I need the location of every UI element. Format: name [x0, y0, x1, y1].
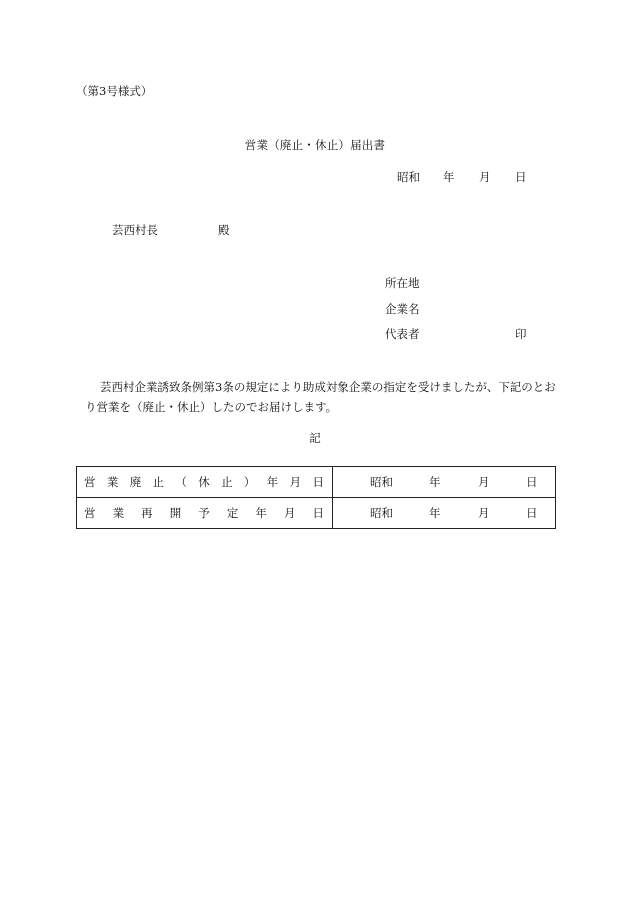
row-label [77, 498, 333, 529]
table-row [77, 467, 556, 498]
label-char: 営 [84, 506, 96, 520]
applicant-company-label: 企業名 [385, 302, 420, 316]
applicant-address-label: 所在地 [385, 276, 420, 290]
label-char: 月 [289, 475, 302, 489]
applicant-representative-label: 代表者 [385, 327, 420, 341]
date-day: 日 [526, 475, 538, 489]
addressee-honorific: 殿 [218, 223, 230, 237]
addressee [112, 223, 230, 237]
label-char: ） [243, 475, 256, 489]
label-char: 廃 [129, 475, 142, 489]
label-char: 日 [312, 506, 324, 520]
label-char: 止 [221, 475, 233, 489]
label-char: 業 [106, 475, 119, 489]
label-char: 予 [198, 506, 210, 520]
date-era: 昭和 [397, 170, 420, 184]
row-date-value [333, 498, 556, 529]
row-label [77, 467, 333, 498]
date-month: 月 [478, 475, 490, 489]
label-char: 定 [226, 506, 239, 520]
date-year: 年 [443, 170, 455, 184]
date-day: 日 [526, 506, 538, 520]
table-row [77, 498, 556, 529]
row-date-value [333, 467, 556, 498]
seal-mark: 印 [515, 327, 527, 341]
date-year: 年 [429, 506, 441, 520]
record-table [76, 466, 556, 529]
date-month: 月 [479, 170, 491, 184]
date-era: 昭和 [370, 506, 393, 520]
label-char: 営 [84, 475, 96, 489]
date-year: 年 [429, 475, 441, 489]
submission-date [397, 170, 527, 184]
form-number: （第3号様式） [76, 84, 153, 98]
date-month: 月 [478, 506, 490, 520]
ki-heading: 記 [309, 431, 321, 445]
label-char: 休 [198, 475, 210, 489]
label-char: 止 [152, 475, 165, 489]
label-char: 年 [255, 506, 267, 520]
label-char: 開 [169, 506, 182, 520]
body-text: 芸西村企業誘致条例第3条の規定により助成対象企業の指定を受けましたが、下記のとおり営業を（廃止・休止）したのでお届けします。 [85, 380, 556, 414]
date-day: 日 [515, 170, 527, 184]
body-paragraph [85, 377, 565, 417]
label-char: （ [175, 475, 187, 489]
document-title: 営業（廃止・休止）届出書 [244, 138, 386, 152]
addressee-name: 芸西村長 [112, 223, 158, 237]
label-char: 年 [266, 475, 279, 489]
label-char: 月 [283, 506, 296, 520]
label-char: 日 [312, 475, 324, 489]
label-char: 業 [112, 506, 125, 520]
label-char: 再 [141, 506, 153, 520]
date-era: 昭和 [370, 475, 393, 489]
